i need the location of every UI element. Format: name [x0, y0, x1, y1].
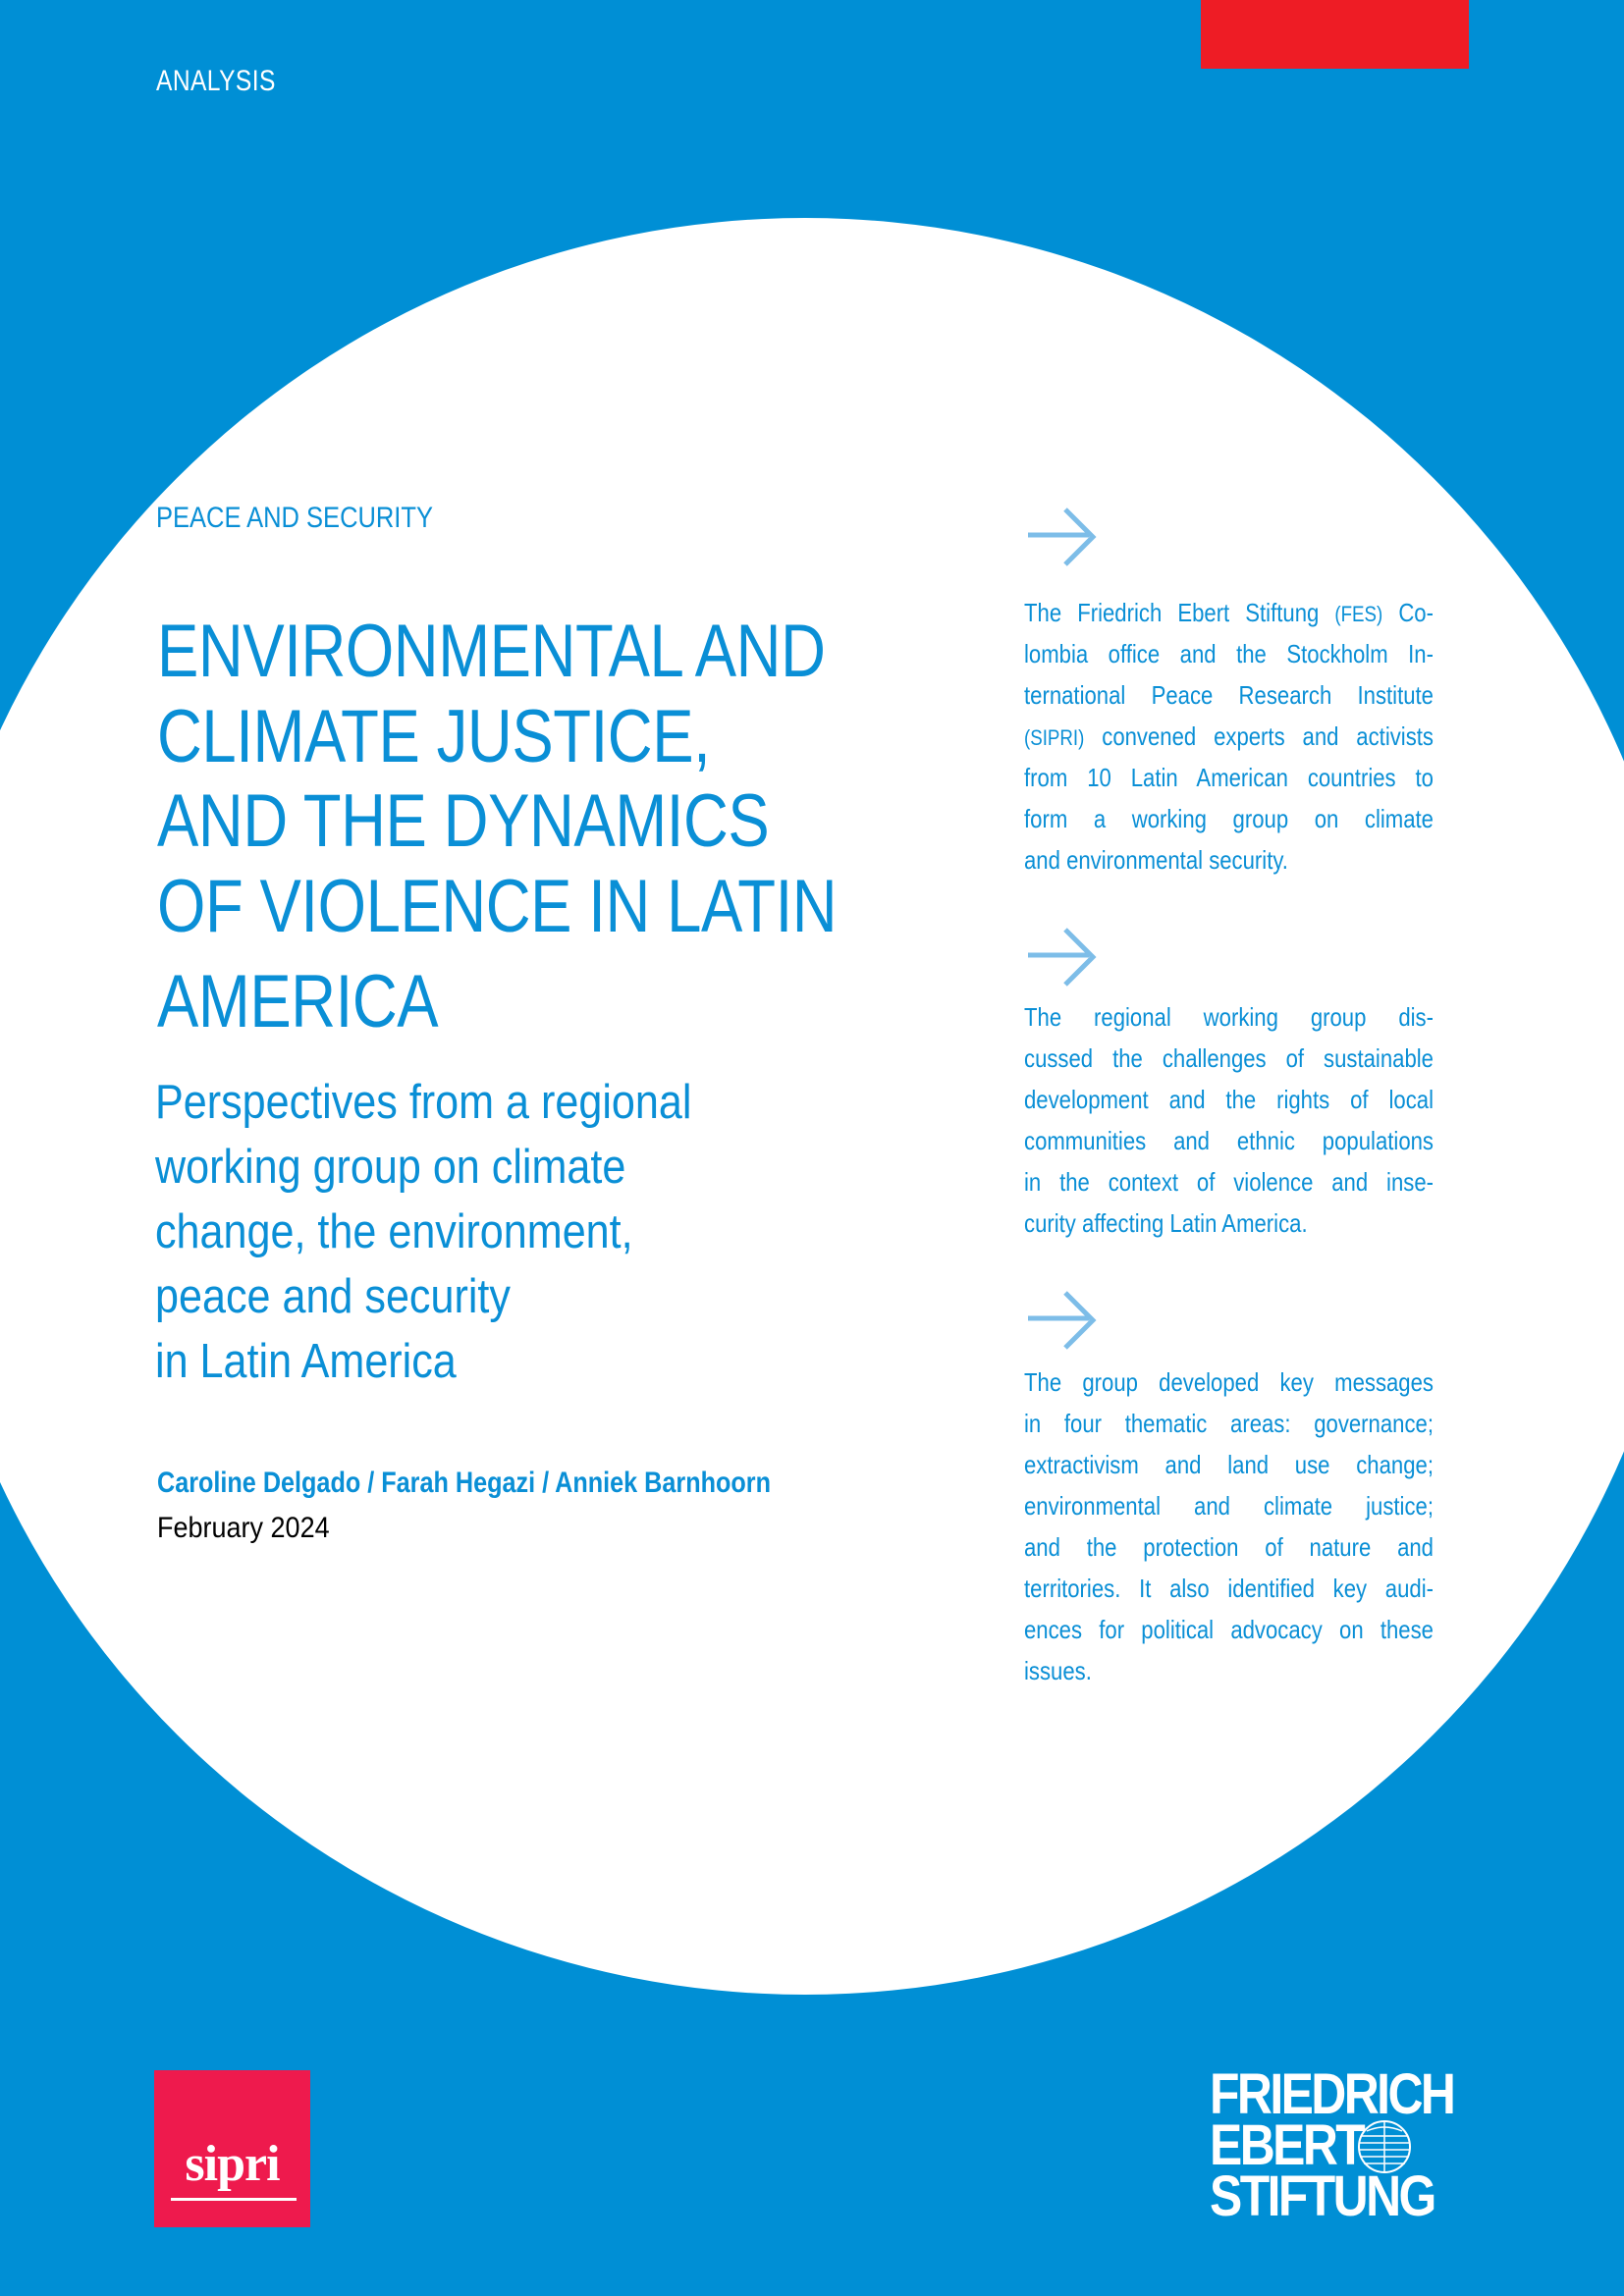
fes-wordmark-line: FRIEDRICH: [1210, 2062, 1454, 2126]
subtitle-line: Perspectives from a regional: [155, 1076, 692, 1129]
blurb-line: development and the rights of local: [1024, 1085, 1434, 1114]
blurb-line: ences for political advocacy on these: [1024, 1615, 1434, 1644]
blurb-line: lombia office and the Stockholm In-: [1024, 639, 1434, 668]
blurb-line: in the context of violence and inse-: [1024, 1167, 1434, 1197]
blurb-line: and the protection of nature and: [1024, 1532, 1434, 1562]
sipri-wordmark: sipri: [185, 2136, 280, 2192]
blurb-line: extractivism and land use change;: [1024, 1450, 1434, 1479]
key-point-3: [1024, 1362, 1434, 1691]
sipri-logo: [154, 2070, 310, 2227]
arrow-right-icon: [1028, 507, 1097, 566]
blurb-line: in four thematic areas: governance;: [1024, 1409, 1434, 1438]
blurb-line: ternational Peace Research Institute: [1024, 680, 1434, 710]
red-corner-tab: [1201, 0, 1469, 69]
subtitle-line: working group on climate: [155, 1141, 626, 1194]
title-line: AMERICA: [157, 960, 439, 1043]
blurb-line: environmental and climate justice;: [1024, 1491, 1434, 1521]
series-label: ANALYSIS: [156, 65, 276, 97]
blurb-line: from 10 Latin American countries to: [1024, 763, 1434, 792]
sipri-underline: [171, 2198, 297, 2201]
blurb-line: issues.: [1024, 1656, 1092, 1685]
globe-icon: [1357, 2119, 1412, 2174]
fes-wordmark-line: EBERT: [1210, 2113, 1364, 2177]
blurb-line: The regional working group dis-: [1024, 1002, 1434, 1032]
authors: Caroline Delgado / Farah Hegazi / Anniek Barnhoorn: [157, 1467, 771, 1499]
subtitle-line: in Latin America: [155, 1335, 457, 1388]
arrow-right-icon: [1028, 1291, 1097, 1350]
blurb-line: (SIPRI) convened experts and activists: [1024, 721, 1434, 751]
topic-label: PEACE AND SECURITY: [156, 502, 433, 534]
fes-logo: [1210, 2062, 1469, 2228]
title-line: OF VIOLENCE IN LATIN: [157, 865, 838, 948]
title-line: CLIMATE JUSTICE,: [157, 695, 711, 778]
blurb-line: and environmental security.: [1024, 845, 1288, 875]
subtitle-line: peace and security: [155, 1270, 511, 1323]
blurb-line: form a working group on climate: [1024, 804, 1434, 833]
blurb-line: curity affecting Latin America.: [1024, 1208, 1308, 1238]
blurb-line: cussed the challenges of sustainable: [1024, 1043, 1434, 1073]
subtitle-line: change, the environment,: [155, 1205, 633, 1258]
blurb-line: The Friedrich Ebert Stiftung (FES) Co-: [1024, 598, 1434, 627]
title-line: AND THE DYNAMICS: [157, 779, 770, 863]
blurb-line: The group developed key messages: [1024, 1367, 1434, 1397]
blurb-line: communities and ethnic populations: [1024, 1126, 1434, 1155]
key-point-1: [1024, 592, 1434, 881]
title-line: ENVIRONMENTAL AND: [157, 610, 826, 693]
blurb-line: territories. It also identified key audi-: [1024, 1574, 1434, 1603]
key-point-2: [1024, 996, 1434, 1244]
publication-date: February 2024: [157, 1512, 330, 1544]
arrow-right-icon: [1028, 928, 1097, 987]
fes-wordmark-line: STIFTUNG: [1210, 2164, 1435, 2228]
